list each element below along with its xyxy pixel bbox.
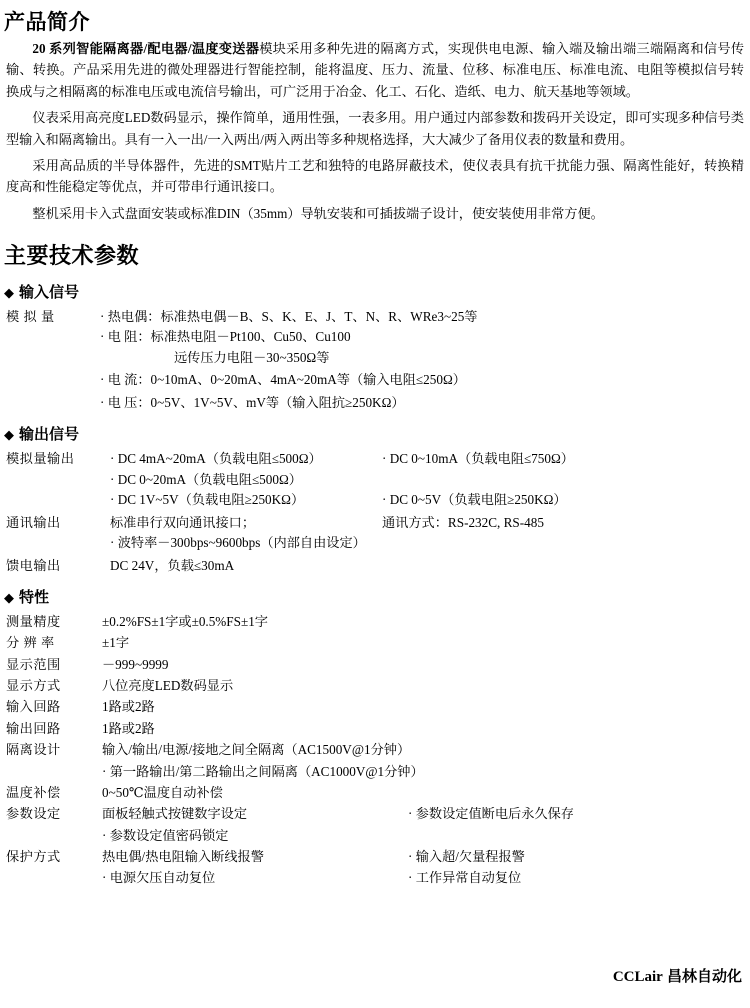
page-title-main-specs: 主要技术参数	[4, 243, 140, 268]
input-resistance-line: · 电 阻：标准热电阻－Pt100、Cu50、Cu100	[100, 329, 351, 345]
footer-brand	[613, 965, 742, 986]
feature-label-output-loop: 输出回路	[6, 720, 61, 736]
feature-value-output-loop-a: 1路或2路	[102, 720, 155, 736]
output-analog-2a: · DC 0~20mA（负载电阻≤500Ω）	[110, 471, 302, 487]
output-analog-3a: · DC 1V~5V（负载电阻≥250KΩ）	[110, 492, 305, 508]
table-row	[6, 611, 750, 632]
table-row	[6, 369, 477, 391]
feature-value-protection-cont-a: · 电源欠压自动复位	[102, 870, 216, 886]
heading-features-label: 特性	[19, 588, 50, 606]
input-voltage-line: · 电 压：0~5V、1V~5V、mV等（输入阻抗≥250KΩ）	[100, 394, 405, 410]
output-comm-2b	[382, 533, 574, 553]
output-comm-row-1	[110, 513, 574, 533]
feature-value-temp-compensation	[102, 782, 750, 803]
input-row-label-current	[6, 369, 100, 391]
input-thermocouple-line: · 热电偶：标准热电偶－B、S、K、E、J、T、N、R、WRe3~25等	[100, 309, 478, 324]
intro-bold-lead: 20 系列智能隔离器/配电器/温度变送器	[32, 41, 260, 56]
table-row	[6, 392, 477, 414]
feature-value-accuracy	[102, 611, 750, 632]
input-resistance-subline: 远传压力电阻－30~350Ω等	[174, 349, 330, 365]
feature-label-parameter-setting: 参数设定	[6, 806, 61, 822]
feature-value-isolation-a: 输入/输出/电源/接地之间全隔离（AC1500V@1分钟）	[102, 742, 411, 758]
output-analog-1a: · DC 4mA~20mA（负载电阻≤500Ω）	[110, 451, 322, 467]
feature-value-protection-b: · 输入超/欠量程报警	[408, 849, 525, 865]
page-title-product-intro: 产品简介	[4, 11, 90, 34]
feature-label-temp-compensation: 温度补偿	[6, 784, 61, 800]
output-analog-1b: · DC 0~10mA（负载电阻≤750Ω）	[382, 451, 574, 467]
table-row	[6, 555, 574, 577]
heading-output-signal-label: 输出信号	[19, 426, 80, 444]
output-analog-3b: · DC 0~5V（负载电阻≥250KΩ）	[382, 492, 567, 508]
table-row	[6, 512, 574, 555]
feature-value-display-mode-a: 八位亮度LED数码显示	[102, 678, 234, 694]
intro-paragraph-2: 仪表采用高亮度LED数码显示，操作简单，通用性强，一表多用。用户通过内部参数和拨码开关设定，即可实现多种信号类型输入和隔离输出。具有一入一出/一入两出/两入两出等多种规格选择，大大减少了备用仪表的数量和费用。	[6, 110, 744, 147]
intro-paragraph-4: 整机采用卡入式盘面安装或标准DIN（35mm）导轨安装和可插拔端子设计，使安装使用非常方便。	[32, 205, 604, 221]
heading-output-signal	[4, 423, 750, 444]
table-row	[6, 846, 750, 867]
feature-value-protection-cont-b: · 工作异常自动复位	[408, 870, 522, 886]
footer-brand-cn: 昌林自动化	[666, 968, 742, 985]
output-comm-row-2	[110, 533, 574, 553]
output-analog-values	[110, 448, 574, 511]
table-row	[6, 654, 750, 675]
input-row-value-analog	[100, 306, 477, 369]
output-comm-label: 通讯输出	[6, 514, 61, 530]
feature-parameter-setting-line-1	[102, 803, 750, 824]
feature-value-parameter-setting-sub: · 参数设定值密码锁定	[102, 827, 229, 843]
table-row	[6, 803, 750, 846]
feature-value-display-range-a: －999~9999	[102, 656, 169, 672]
input-row-label-voltage	[6, 392, 100, 414]
table-row	[6, 675, 750, 696]
feature-value-output-loop	[102, 718, 750, 739]
table-row	[6, 782, 750, 803]
feature-label-accuracy: 测量精度	[6, 613, 61, 629]
heading-input-signal	[4, 281, 750, 302]
feature-value-resolution	[102, 632, 750, 653]
intro-paragraph-1-rest: 模块采用多种先进的隔离方式，实现供电电源、输入端及输出端三端隔离和信号传输、转换。产品采用先进的微处理器进行智能控制，能将温度、压力、流量、位移、标准电压、标准电流、电阻等模拟信号转换成与之相隔离的标准电压或电流信号输出，可广泛用于冶金、化工、石化、造纸、电力、航天基地等领域。	[6, 41, 745, 99]
table-row	[6, 696, 750, 717]
output-analog-2b	[382, 470, 574, 490]
feature-value-resolution-a: ±1字	[102, 635, 130, 651]
diamond-icon: ◆	[4, 589, 14, 605]
feature-value-isolation-sub: · 第一路输出/第二路输出之间隔离（AC1000V@1分钟）	[102, 763, 424, 779]
feature-value-parameter-setting-b: · 参数设定值断电后永久保存	[408, 806, 574, 822]
diamond-icon: ◆	[4, 427, 14, 443]
output-feed-value: DC 24V，负载≤30mA	[110, 557, 235, 573]
table-row	[6, 306, 477, 369]
intro-paragraph-3: 采用高品质的半导体器件，先进的SMT贴片工艺和独特的电路屏蔽技术，使仪表具有抗干扰能力强、隔离性能好，转换精度高和性能稳定等优点，并可带串行通讯接口。	[6, 157, 744, 195]
output-analog-row-2	[110, 470, 574, 490]
feature-protection-line-2	[102, 867, 750, 888]
feature-value-isolation	[102, 739, 750, 782]
intro-paragraph-1	[6, 38, 744, 102]
table-row	[6, 448, 574, 511]
input-current-line: · 电 流：0~10mA、0~20mA、4mA~20mA等（输入电阻≤250Ω）	[100, 372, 466, 388]
heading-features	[4, 586, 750, 607]
feature-value-parameter-setting-a: 面板轻触式按键数字设定	[102, 806, 248, 822]
output-comm-2a: · 波特率－300bps~9600bps（内部自由设定）	[110, 535, 366, 551]
feature-value-display-range	[102, 654, 750, 675]
output-comm-1b: 通讯方式：RS-232C, RS-485	[382, 514, 544, 530]
table-input-signal	[6, 306, 477, 414]
feature-value-protection-cont	[102, 867, 750, 888]
output-comm-values	[110, 512, 574, 555]
footer-brand-en: CCLair	[612, 969, 663, 985]
diamond-icon: ◆	[4, 285, 14, 300]
feature-label-resolution: 分 辨 率	[6, 635, 55, 651]
table-row	[6, 739, 750, 782]
feature-value-protection	[102, 846, 750, 867]
feature-label-protection: 保护方式	[6, 849, 61, 865]
feature-value-protection-a: 热电偶/热电阻输入断线报警	[102, 849, 264, 865]
feature-label-display-mode: 显示方式	[6, 678, 61, 694]
input-row-label-analog: 模 拟 量	[6, 309, 55, 324]
table-features	[6, 611, 750, 889]
output-comm-1a: 标准串行双向通讯接口；	[110, 514, 256, 530]
intro-block	[0, 38, 750, 224]
table-row	[6, 867, 750, 888]
feature-value-input-loop-a: 1路或2路	[102, 699, 155, 715]
feature-value-temp-compensation-a: 0~50℃温度自动补偿	[102, 784, 223, 800]
table-row	[6, 632, 750, 653]
feature-value-accuracy-a: ±0.2%FS±1字或±0.5%FS±1字	[102, 613, 268, 629]
feature-label-isolation: 隔离设计	[6, 742, 61, 758]
output-analog-row-3	[110, 490, 574, 510]
feature-label-display-range: 显示范围	[6, 656, 61, 672]
table-output-signal	[6, 448, 574, 577]
feature-value-parameter-setting	[102, 803, 750, 846]
table-row	[6, 718, 750, 739]
feature-value-display-mode	[102, 675, 750, 696]
heading-input-signal-label: 输入信号	[19, 284, 80, 301]
feature-protection-line-1	[102, 846, 750, 867]
feature-value-input-loop	[102, 696, 750, 717]
output-analog-row-1	[110, 449, 574, 469]
output-analog-label: 模拟量输出	[6, 451, 75, 467]
feature-label-input-loop: 输入回路	[6, 699, 61, 715]
output-feed-label: 馈电输出	[6, 557, 61, 573]
